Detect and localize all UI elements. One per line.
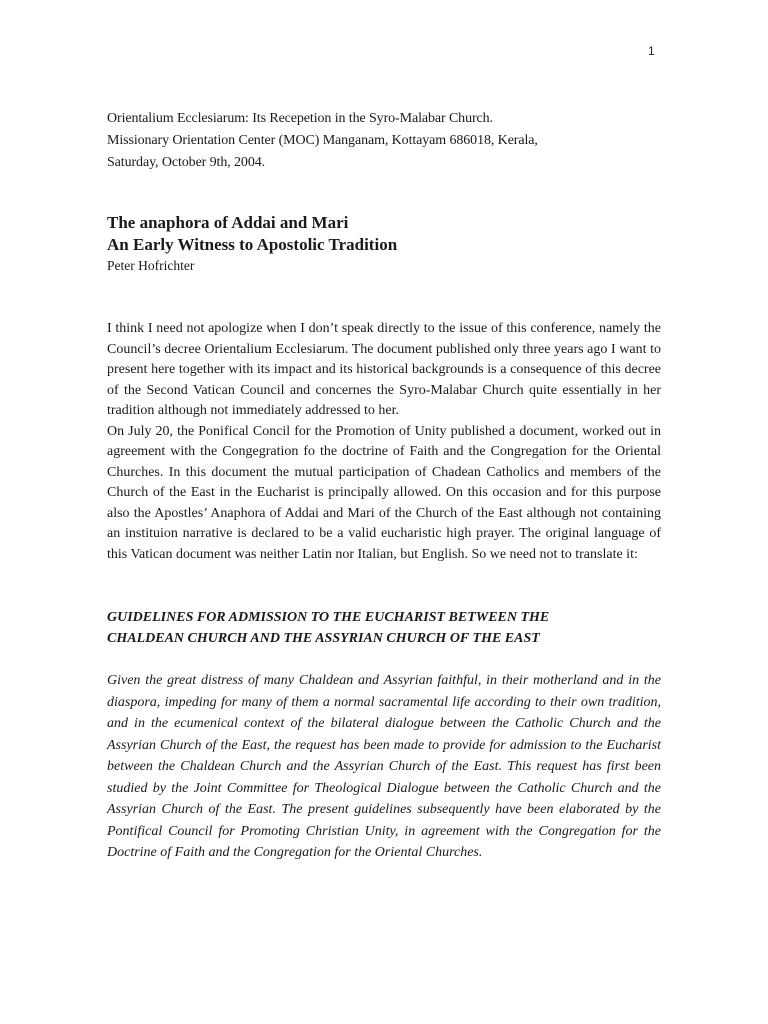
body-text (107, 319, 661, 565)
page-number: 1 (648, 44, 655, 58)
paper-author: Peter Hofrichter (107, 258, 195, 273)
conference-line-3: Saturday, October 9th, 2004. (107, 155, 266, 170)
conference-line-1: Orientalium Ecclesiarum: Its Recepetion in the Syro-Malabar Church. (107, 111, 493, 126)
guidelines-heading (107, 607, 661, 649)
paper-title-line-2: An Early Witness to Apostolic Tradition (107, 235, 398, 254)
guidelines-heading-line-2: CHALDEAN CHURCH AND THE ASSYRIAN CHURCH OF THE EAST (107, 631, 540, 646)
body-paragraph-2: On July 20, the Ponifical Concil for the Promotion of Unity published a document, worked out in agreement with the Congegration fo the doctrine of Faith and the Congregation for the Oriental Churches. In this document the mutual participation of Chadean Catholics and members of the Church of the East in the Eucharist is principally allowed. On this occasion and for this purpose also the Apostles’ Anaphora of Addai and Mari of the Church of the East although not containing an instituion narrative is declared to be a valid eucharistic high prayer. The original language of this Vatican document was neither Latin nor Italian, but English. So we need not to translate it: (107, 423, 661, 562)
guidelines-heading-line-1: GUIDELINES FOR ADMISSION TO THE EUCHARIST BETWEEN THE (107, 610, 550, 625)
conference-header (107, 108, 667, 174)
paper-title-block (107, 212, 667, 276)
guidelines-text: Given the great distress of many Chaldean and Assyrian faithful, in their motherland and in the diaspora, impeding for many of them a normal sacramental life according to their own tradition, and in the ecumenical context of the bilateral dialogue between the Catholic Church and the Assyrian Church of the East, the request has been made to provide for admission to the Eucharist between the Chaldean Church and the Assyrian Church of the East. This request has first been studied by the Joint Committee for Theological Dialogue between the Catholic Church and the Assyrian Church of the East. The present guidelines subsequently have been elaborated by the Pontifical Council for Promoting Christian Unity, in agreement with the Congregation for the Doctrine of Faith and the Congregation for the Oriental Churches. (107, 673, 661, 860)
paper-title-line-1: The anaphora of Addai and Mari (107, 213, 349, 232)
conference-line-2: Missionary Orientation Center (MOC) Manganam, Kottayam 686018, Kerala, (107, 133, 538, 148)
body-paragraph-1: I think I need not apologize when I don’t speak directly to the issue of this conference, namely the Council’s decree Orientalium Ecclesiarum. The document published only three years ago I want to present here together with its impact and its historical backgrounds is a consequence of this decree of the Second Vatican Council and concernes the Syro-Malabar Church quite essentially in her tradition although not immediately addressed to her. (107, 321, 661, 418)
